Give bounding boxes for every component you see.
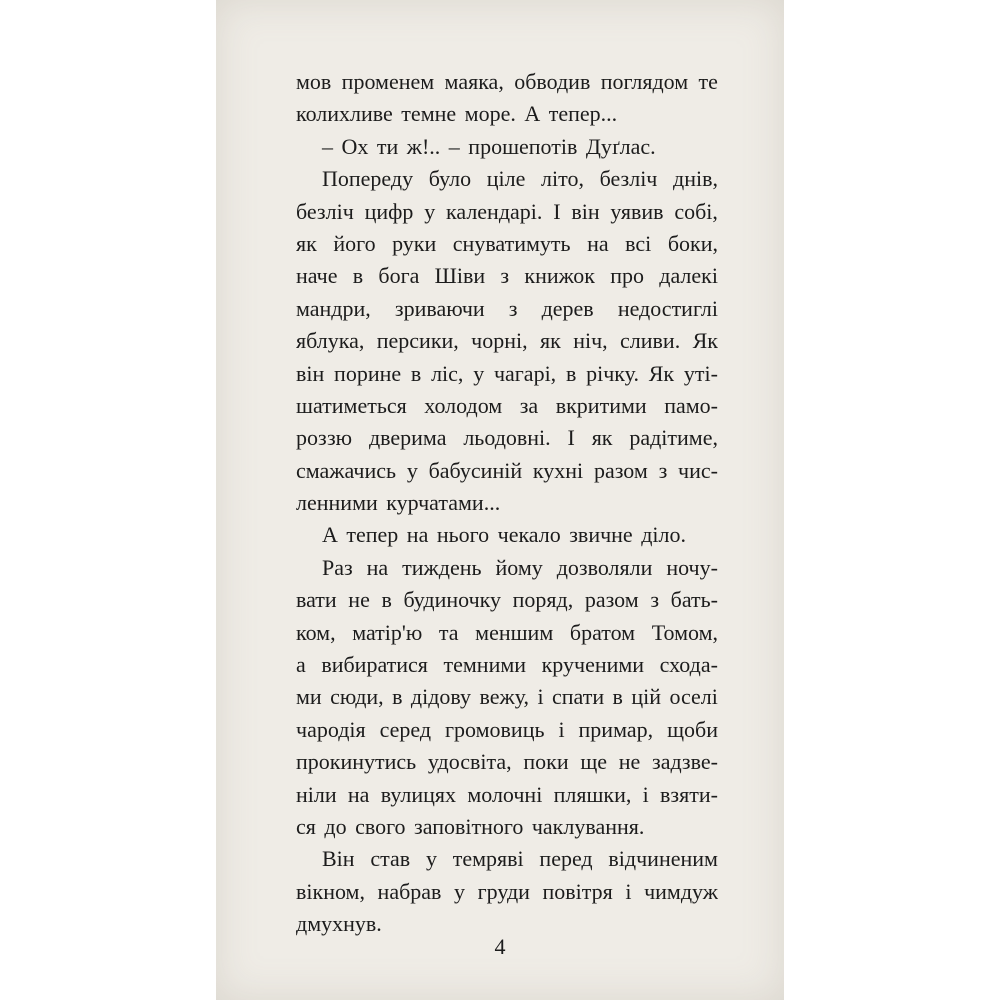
text-line: шатиметься холодом за вкритими памо- [296, 392, 718, 418]
text-line: він порине в ліс, у чагарі, в річку. Як уті- [296, 360, 718, 386]
page-number: 4 [494, 934, 506, 959]
text-line: мов променем маяка, обводив поглядом те [296, 69, 718, 94]
text-line: яблука, персики, чорні, як ніч, сливи. Як [296, 328, 718, 354]
text-line: – Ох ти ж!.. – прошепотів Дуґлас. [322, 133, 656, 159]
text-line: роззю дверима льодовні. І як радітиме, [296, 425, 718, 451]
text-line: чародія серед громовиць і примар, щоби [296, 716, 718, 742]
text-line: А тепер на нього чекало звичне діло. [322, 522, 686, 548]
text-line: ком, матір'ю та меншим братом Томом, [296, 619, 718, 645]
book-page [216, 0, 784, 1000]
text-line: вати не в будиночку поряд, разом з бать- [296, 587, 718, 613]
text-line: мандри, зриваючи з дерев недостиглі [296, 295, 718, 321]
text-line: Попереду було ціле літо, безліч днів, [322, 166, 718, 192]
text-line: Раз на тиждень йому дозволяли ночу- [322, 554, 718, 580]
text-line: смажачись у бабусиній кухні разом з чис- [296, 457, 718, 483]
text-line: прокинутись удосвіта, поки ще не задзве- [296, 749, 718, 775]
text-line: ніли на вулицях молочні пляшки, і взяти- [296, 781, 718, 807]
text-line: дмухнув. [296, 911, 382, 937]
text-line: колихливе темне море. А тепер... [296, 101, 618, 127]
text-line: Він став у темряві перед відчиненим [322, 846, 718, 872]
text-line: як його руки снуватимуть на всі боки, [296, 230, 718, 256]
text-line: ся до свого заповітного чаклування. [296, 813, 645, 839]
body-text [296, 66, 718, 941]
text-line: а вибиратися темними крученими схода- [296, 652, 718, 678]
text-line: вікном, набрав у груди повітря і чимдуж [296, 878, 718, 904]
text-line: ленними курчатами... [296, 490, 501, 516]
text-line: безліч цифр у календарі. І він уявив собі, [296, 198, 718, 224]
text-line: наче в бога Шіви з книжок про далекі [296, 263, 718, 289]
text-line: ми сюди, в дідову вежу, і спати в цій оселі [296, 684, 718, 710]
